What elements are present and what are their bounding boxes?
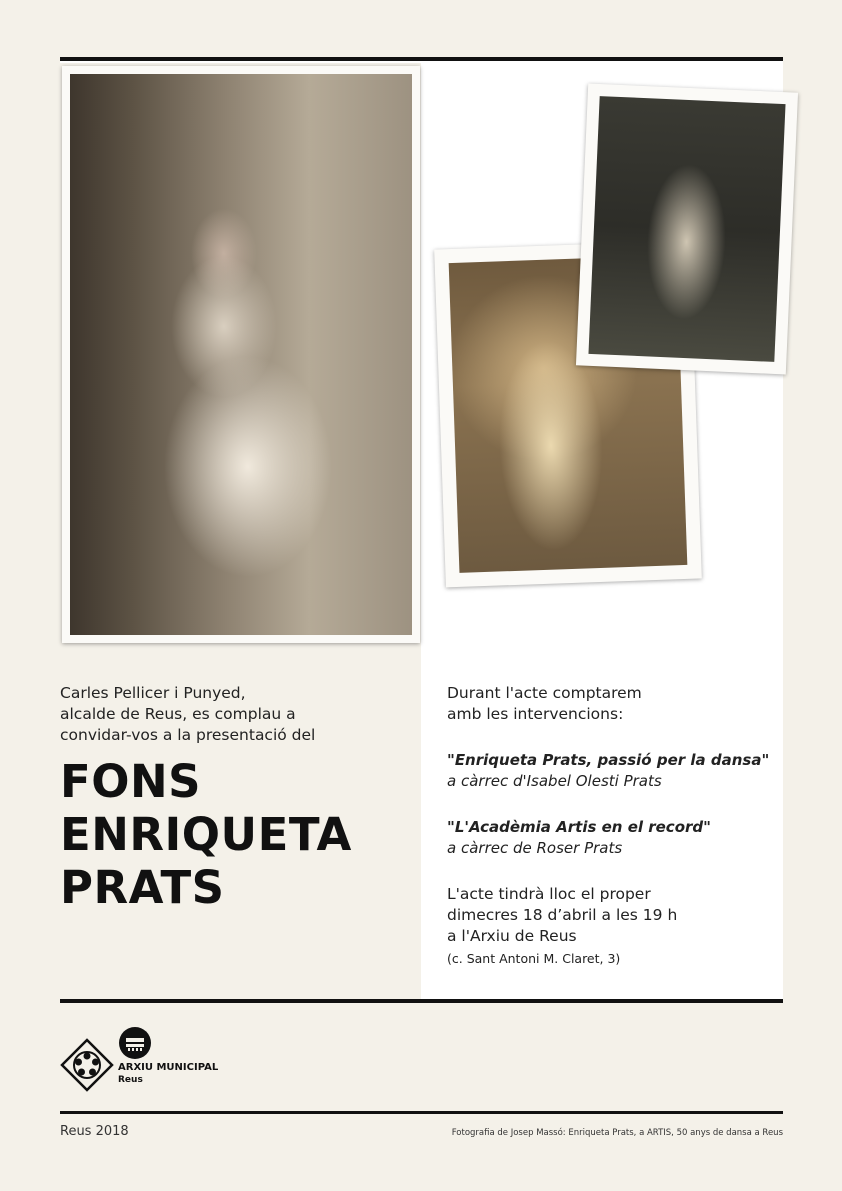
logo-city: Reus (118, 1075, 143, 1085)
program-text (447, 683, 777, 968)
middle-rule (60, 999, 783, 1003)
talk-title: "Enriqueta Prats, passió per la dansa" (447, 751, 770, 769)
event-details: a l'Arxiu de Reus (447, 927, 577, 945)
talk-speaker: a càrrec d'Isabel Olesti Prats (447, 772, 662, 790)
arxiu-municipal-logo (60, 1026, 230, 1096)
talk-speaker: a càrrec de Roser Prats (447, 839, 623, 857)
title-line: FONS (60, 755, 202, 808)
event-details: dimecres 18 d’abril a les 19 h (447, 906, 678, 924)
logo-name: ARXIU MUNICIPAL (118, 1062, 219, 1073)
intro-line: alcalde de Reus, es complau a (60, 705, 296, 723)
event-title (60, 755, 352, 914)
small-photo-2 (576, 84, 798, 375)
top-strip (60, 61, 421, 63)
intro-line: Carles Pellicer i Punyed, (60, 684, 246, 702)
program-heading: Durant l'acte comptarem (447, 684, 642, 702)
title-line: ENRIQUETA (60, 808, 352, 861)
title-line: PRATS (60, 861, 225, 914)
intro-line: convidar-vos a la presentació del (60, 726, 316, 744)
crown-icon (118, 1026, 152, 1060)
event-details: L'acte tindrà lloc el proper (447, 885, 651, 903)
event-address: (c. Sant Antoni M. Claret, 3) (447, 951, 621, 966)
program-heading: amb les intervencions: (447, 705, 624, 723)
reus-rose-seal-icon (60, 1038, 114, 1092)
dancer-tying-shoe-photo (70, 74, 412, 635)
top-rule (60, 57, 783, 61)
main-photo (62, 66, 420, 643)
talk-title: "L'Acadèmia Artis en el record" (447, 818, 711, 836)
invitation-intro (60, 683, 405, 746)
footer-place-year: Reus 2018 (60, 1124, 129, 1139)
bottom-rule (60, 1111, 783, 1114)
dancer-portrait-photo (588, 96, 785, 362)
photo-credit: Fotografia de Josep Massó: Enriqueta Prats, a ARTIS, 50 anys de dansa a Reus (451, 1128, 783, 1138)
